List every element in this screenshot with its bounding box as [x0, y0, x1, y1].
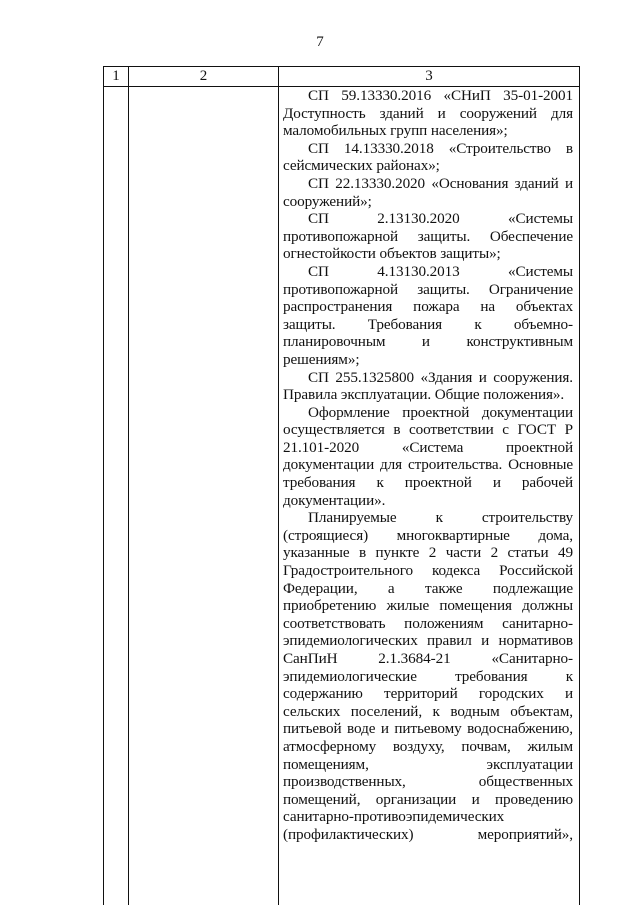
- column-divider-2: [278, 66, 279, 905]
- paragraph-sp-255: СП 255.1325800 «Здания и сооружения. Правила эксплуатации. Общие положения».: [283, 368, 573, 404]
- paragraph-sp-14: СП 14.13330.2018 «Строительство в сейсмических районах»;: [283, 139, 573, 175]
- paragraph-gost: Оформление проектной документации осуществляется в соответствии с ГОСТ Р 21.101-2020 «Система проектной документации для строительства. Основные требования к проектной и рабочей документации».: [283, 403, 573, 509]
- paragraph-sp-22: СП 22.13330.2020 «Основания зданий и сооружений»;: [283, 174, 573, 210]
- document-table: [103, 66, 580, 905]
- table-border-left: [103, 66, 104, 905]
- paragraph-sp-59: СП 59.13330.2016 «СНиП 35-01-2001 Доступность зданий и сооружений для маломобильных групп населения»;: [283, 87, 573, 140]
- paragraph-sanpin: Планируемые к строительству (строящиеся) многоквартирные дома, указанные в пункте 2 части 2 статьи 49 Градостроительного кодекса Российской Федерации, а также подлежащие приобретению жилые помещения должны соответствовать положениям санитарно-эпидемиологических правил и нормативов СанПиН 2.1.3684-21 «Санитарно-эпидемиологические требования к содержанию территорий городских и сельских поселений, к водным объектам, питьевой воде и питьевому водоснабжению, атмосферному воздуху, почвам, жилым помещениям, эксплуатации производственных, общественных помещений, организации и проведению санитарно-противоэпидемических (профилактических) мероприятий»,: [283, 509, 573, 843]
- paragraph-sp-4: СП 4.13130.2013 «Системы противопожарной защиты. Ограничение распространения пожара на объектах защиты. Требования к объемно-планировочным и конструктивным решениям»;: [283, 262, 573, 368]
- column-header-2: 2: [199, 68, 208, 84]
- column-3-content: [283, 87, 573, 844]
- page-number: 7: [316, 34, 324, 50]
- table-border-right: [579, 66, 580, 905]
- paragraph-sp-2: СП 2.13130.2020 «Системы противопожарной защиты. Обеспечение огнестойкости объектов защиты»;: [283, 210, 573, 263]
- column-divider-1: [128, 66, 129, 905]
- column-header-3: 3: [425, 68, 433, 84]
- column-header-1: 1: [112, 68, 120, 84]
